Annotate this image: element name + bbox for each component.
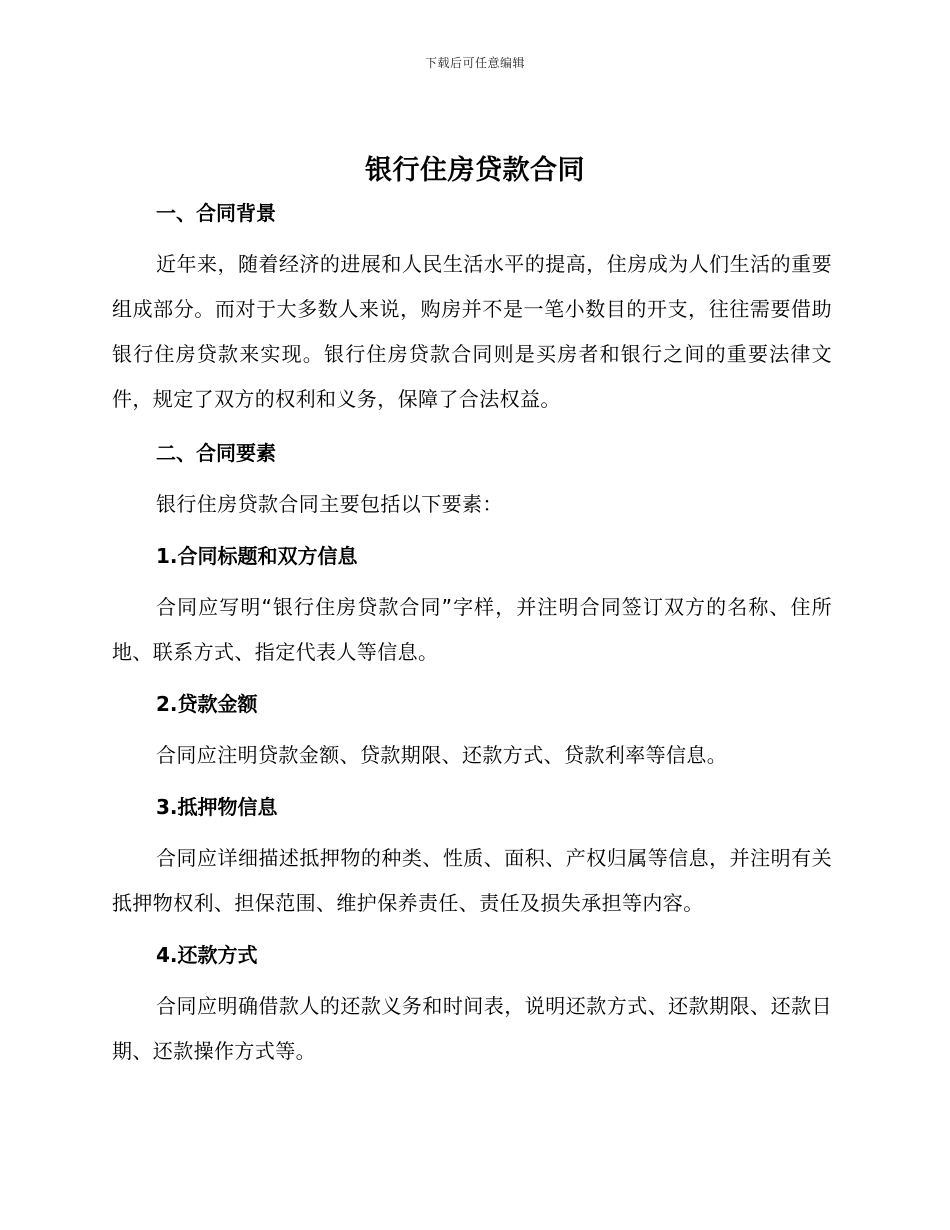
section-paragraph: 银行住房贷款合同主要包括以下要素： [156, 492, 503, 516]
page-header-note: 下载后可任意编辑 [424, 56, 525, 70]
item-heading: 3.抵押物信息 [156, 795, 278, 819]
section-heading: 一、合同背景 [156, 201, 276, 225]
item-paragraph: 合同应明确借款人的还款义务和时间表，说明还款方式、还款期限、还款日期、还款操作方式等。 [112, 994, 832, 1063]
section-paragraph: 近年来，随着经济的进展和人民生活水平的提高，住房成为人们生活的重要组成部分。而对于大多数人来说，购房并不是一笔小数目的开支，往往需要借助银行住房贷款来实现。银行住房贷款合同则是买房者和银行之间的重要法律文件，规定了双方的权利和义务，保障了合法权益。 [112, 252, 832, 411]
item-heading: 4.还款方式 [156, 943, 258, 967]
item-heading: 2.贷款金额 [156, 692, 258, 716]
section-heading: 二、合同要素 [156, 441, 276, 465]
document-title: 银行住房贷款合同 [365, 155, 585, 186]
item-heading: 1.合同标题和双方信息 [156, 544, 358, 568]
item-paragraph: 合同应注明贷款金额、贷款期限、还款方式、贷款利率等信息。 [156, 743, 728, 767]
document-body [112, 192, 832, 1074]
item-paragraph: 合同应详细描述抵押物的种类、性质、面积、产权归属等信息，并注明有关抵押物权利、担保范围、维护保养责任、责任及损失承担等内容。 [112, 846, 832, 915]
item-paragraph: 合同应写明“银行住房贷款合同”字样，并注明合同签订双方的名称、住所地、联系方式、指定代表人等信息。 [112, 595, 832, 664]
